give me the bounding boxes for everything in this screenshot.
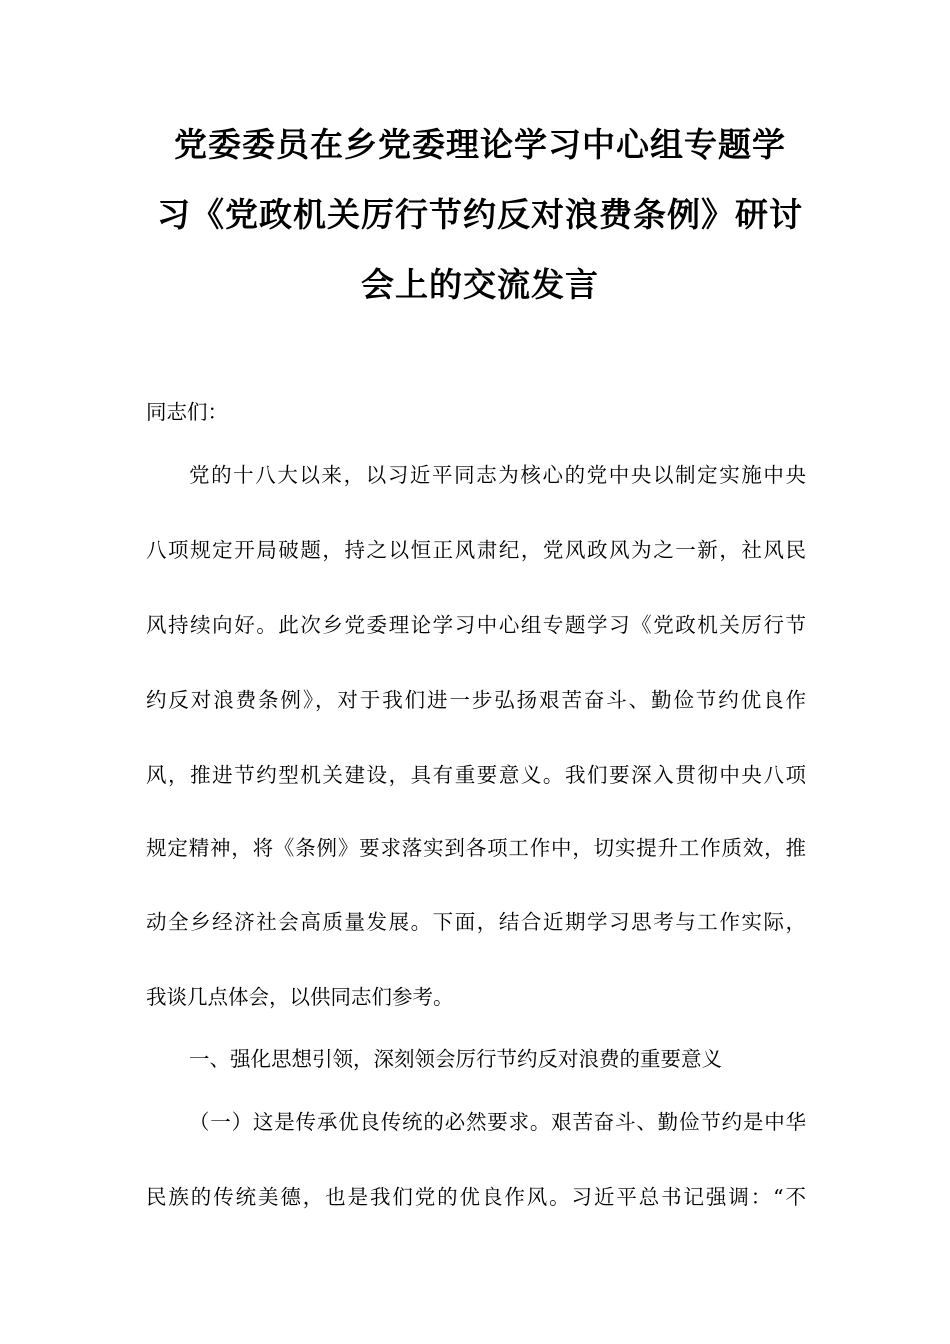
section-heading: 一、强化思想引领，深刻领会厉行节约反对浪费的重要意义 [189,1047,722,1071]
paragraph-line: 动全乡经济社会高质量发展。下面，结合近期学习思考与工作实际， [146,910,806,934]
paragraph-line: 我谈几点体会，以供同志们参考。 [146,985,454,1009]
paragraph-line: 八项规定开局破题，持之以恒正风肃纪，党风政风为之一新，社风民 [146,538,806,562]
paragraph-line: 党的十八大以来，以习近平同志为核心的党中央以制定实施中央 [189,463,806,487]
paragraph-line: 约反对浪费条例》，对于我们进一步弘扬艰苦奋斗、勤俭节约优良作 [146,688,806,712]
paragraph-line: 民族的传统美德，也是我们党的优良作风。习近平总书记强调：“不 [146,1185,806,1209]
paragraph-line: （一）这是传承优良传统的必然要求。艰苦奋斗、勤俭节约是中华 [189,1110,806,1134]
document-title-line-2: 习《党政机关厉行节约反对浪费条例》研讨 [157,195,803,234]
document-title-line-1: 党委委员在乡党委理论学习中心组专题学 [174,125,786,164]
salutation: 同志们： [146,400,228,424]
paragraph-line: 规定精神，将《条例》要求落实到各项工作中，切实提升工作质效，推 [146,836,806,860]
paragraph-line: 风持续向好。此次乡党委理论学习中心组专题学习《党政机关厉行节 [146,613,806,637]
document-title-line-3: 会上的交流发言 [361,265,599,304]
paragraph-line: 风，推进节约型机关建设，具有重要意义。我们要深入贯彻中央八项 [146,763,806,787]
